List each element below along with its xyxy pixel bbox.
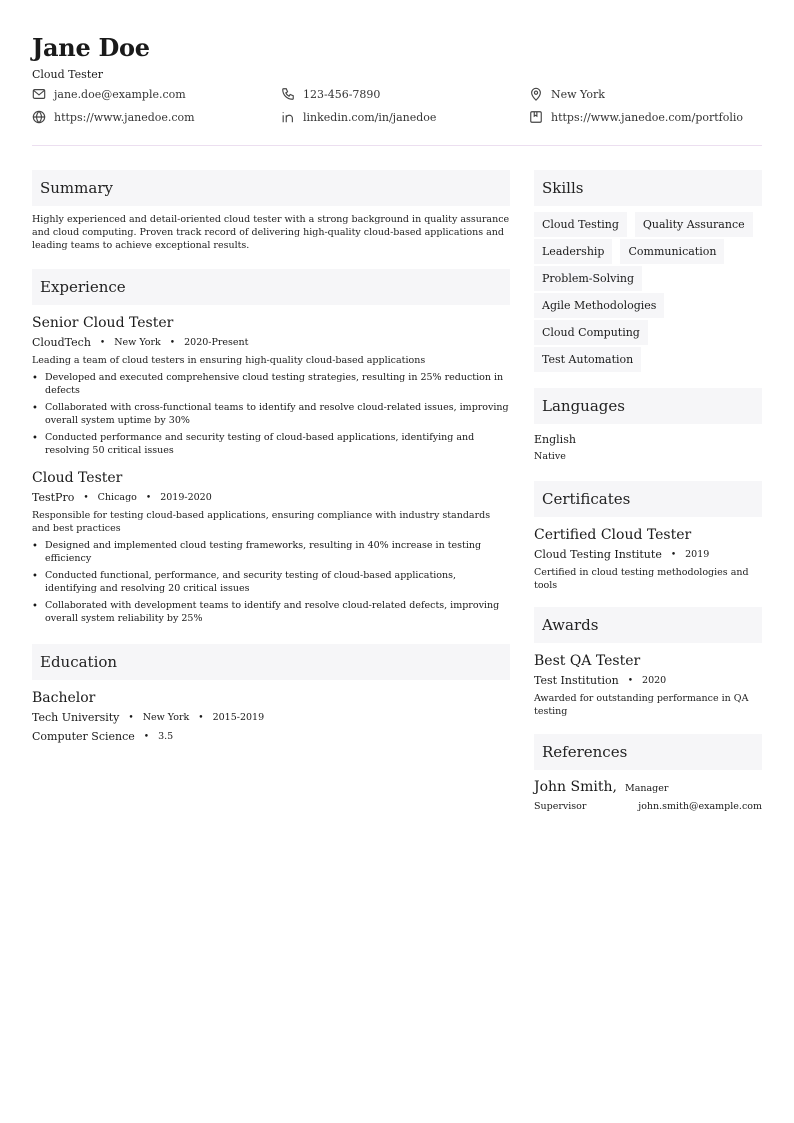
location-pin-icon — [529, 87, 543, 101]
candidate-name: Jane Doe — [32, 33, 150, 62]
separator-dot: • — [83, 493, 89, 503]
skill-chip: Quality Assurance — [635, 212, 753, 237]
job-bullets — [32, 371, 510, 457]
education-heading: Education — [32, 644, 510, 680]
skill-chip: Communication — [620, 239, 724, 264]
contact-email[interactable] — [32, 87, 186, 101]
references-heading: References — [534, 734, 762, 770]
skills-list — [534, 212, 762, 374]
portfolio-icon — [529, 110, 543, 124]
reference-relation: Supervisor — [534, 801, 587, 812]
reference-item — [534, 779, 762, 812]
awards-heading: Awards — [534, 607, 762, 643]
job-dates: 2020-Present — [184, 337, 249, 348]
education-degree: Bachelor — [32, 690, 96, 706]
job-location: Chicago — [97, 492, 137, 503]
summary-text: Highly experienced and detail-oriented cloud tester with a strong background in quality assurance and cloud computing. Proven track record of delivering high-quality cloud-based applications and leading teams to achieve exceptional results. — [32, 214, 510, 251]
skill-chip: Cloud Computing — [534, 320, 648, 345]
reference-email[interactable]: john.smith@example.com — [638, 801, 762, 812]
education-field: Computer Science — [32, 730, 135, 743]
education-item — [32, 689, 510, 744]
separator-dot: • — [145, 493, 152, 503]
education-institution: Tech University — [32, 711, 120, 724]
job-bullet: • Collaborated with development teams to identify and resolve cloud-related defects, improving overall system reliability by 25% — [32, 599, 510, 625]
job-bullet: • Collaborated with cross-functional teams to identify and resolve cloud-related issues, improving overall system uptime by 30% — [32, 401, 510, 427]
contact-list — [32, 83, 762, 133]
award-description: Awarded for outstanding performance in QA testing — [534, 693, 749, 717]
job-bullet: • Conducted performance and security testing of cloud-based applications, identifying and resolving 50 critical issues — [32, 431, 510, 457]
job-company: CloudTech — [32, 336, 91, 349]
award-item — [534, 652, 762, 718]
contact-portfolio-text: https://www.janedoe.com/portfolio — [551, 110, 744, 124]
languages-heading: Languages — [534, 388, 762, 424]
contact-location-text: New York — [551, 87, 605, 101]
certificates-heading: Certificates — [534, 481, 762, 517]
experience-item — [32, 469, 510, 625]
award-name: Best QA Tester — [534, 653, 641, 669]
job-title: Senior Cloud Tester — [32, 315, 174, 331]
job-company: TestPro — [32, 491, 75, 504]
skill-chip: Problem-Solving — [534, 266, 642, 291]
contact-website-text: https://www.janedoe.com — [54, 110, 195, 124]
language-name: English — [534, 433, 576, 446]
job-bullet: • Developed and executed comprehensive cloud testing strategies, resulting in 25% reduction in defects — [32, 371, 510, 397]
language-item — [534, 433, 762, 462]
job-description: Leading a team of cloud testers in ensuring high-quality cloud-based applications — [32, 355, 426, 366]
globe-icon — [32, 110, 46, 124]
job-bullet: • Conducted functional, performance, and security testing of cloud-based applications, identifying and resolving 20 critical issues — [32, 569, 510, 595]
candidate-title: Cloud Tester — [32, 68, 104, 81]
award-year: 2020 — [642, 675, 667, 686]
education-dates: 2015-2019 — [212, 712, 265, 723]
certificate-name: Certified Cloud Tester — [534, 527, 692, 543]
certificate-item — [534, 526, 762, 592]
side-column — [534, 170, 762, 812]
job-location: New York — [114, 337, 161, 348]
skill-chip: Cloud Testing — [534, 212, 627, 237]
skill-chip: Test Automation — [534, 347, 641, 372]
phone-icon — [281, 87, 295, 101]
mail-icon — [32, 87, 46, 101]
job-bullets — [32, 539, 510, 625]
job-bullet: • Designed and implemented cloud testing frameworks, resulting in 40% increase in testing efficiency — [32, 539, 510, 565]
contact-linkedin[interactable] — [281, 110, 436, 124]
skill-chip: Agile Methodologies — [534, 293, 664, 318]
main-column — [32, 170, 510, 744]
experience-item — [32, 314, 510, 457]
education-location: New York — [142, 712, 190, 723]
skill-chip: Leadership — [534, 239, 612, 264]
separator-dot: • — [169, 338, 176, 348]
separator-dot: • — [198, 713, 204, 723]
experience-heading: Experience — [32, 269, 510, 305]
certificate-issuer: Cloud Testing Institute — [534, 548, 662, 561]
separator-dot: • — [627, 676, 634, 686]
reference-name: John Smith, — [534, 779, 617, 795]
certificate-description: Certified in cloud testing methodologies and tools — [534, 567, 749, 591]
separator-dot: • — [128, 713, 134, 723]
header-divider — [32, 145, 762, 146]
certificate-year: 2019 — [685, 549, 710, 560]
contact-portfolio[interactable] — [529, 110, 743, 124]
separator-dot: • — [670, 550, 677, 560]
contact-phone-text: 123-456-7890 — [303, 87, 381, 101]
job-dates: 2019-2020 — [160, 492, 212, 503]
contact-email-text: jane.doe@example.com — [54, 87, 186, 101]
separator-dot: • — [143, 732, 150, 742]
contact-linkedin-text: linkedin.com/in/janedoe — [303, 110, 437, 124]
reference-title: Manager — [624, 783, 669, 794]
linkedin-icon — [281, 110, 295, 124]
contact-website[interactable] — [32, 110, 195, 124]
education-gpa: 3.5 — [158, 731, 174, 742]
skills-heading: Skills — [534, 170, 762, 206]
language-level: Native — [534, 451, 566, 462]
summary-heading: Summary — [32, 170, 510, 206]
contact-location — [529, 87, 605, 101]
contact-phone[interactable] — [281, 87, 380, 101]
job-title: Cloud Tester — [32, 470, 123, 486]
job-description: Responsible for testing cloud-based applications, ensuring compliance with industry standards and best practices — [32, 510, 491, 534]
award-issuer: Test Institution — [534, 674, 619, 687]
separator-dot: • — [99, 338, 106, 348]
